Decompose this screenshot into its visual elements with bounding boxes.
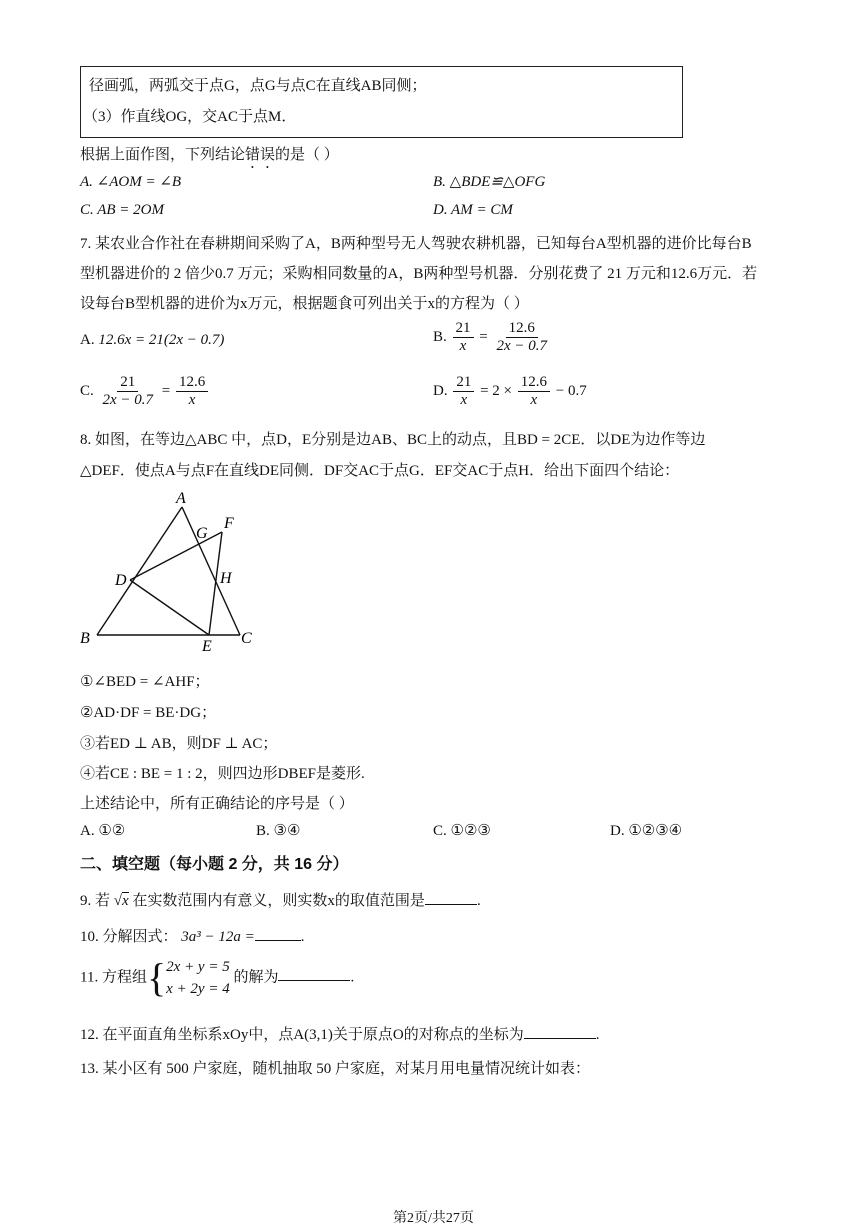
q8-conclusion-3: ③若ED ⊥ AB，则DF ⊥ AC； <box>80 736 278 752</box>
box-line-1: 径画弧，两弧交于点G，点G与点C在直线AB同侧； <box>89 78 427 94</box>
q7-option-c: C. $\frac{21}{2x - 0.7}$ = $\frac{12.6}{x}$ <box>80 374 210 410</box>
answer-blank[interactable] <box>255 926 301 941</box>
q11: 11. 方程组{ 2x + y = 5 x + 2y = 4 的解为 . <box>80 955 355 1000</box>
q10: 10. 分解因式： 3a³ − 12a = . <box>80 925 305 946</box>
label-f: F <box>224 515 234 532</box>
sqrt-sign-icon: √ <box>113 893 122 909</box>
q7-option-d: D. $\frac{21}{x}$ = 2 × $\frac{12.6}{x}$ − 0.7 <box>433 374 587 409</box>
side-ab <box>97 507 182 635</box>
label-e: E <box>202 638 212 655</box>
brace-icon: { <box>146 955 167 1000</box>
q6-option-a: A. ∠AOM = ∠B <box>80 174 182 190</box>
q6-option-d: D. AM = CM <box>433 202 513 218</box>
q8-conclusion-2: ②AD·DF = BE·DG； <box>80 705 217 721</box>
q8-option-a: A. ①② <box>80 823 126 839</box>
q12: 12. 在平面直角坐标系xOy中，点A(3,1)关于原点O的对称点的坐标为 . <box>80 1023 600 1044</box>
q9: 9. 若 √x 在实数范围内有意义，则实数x的取值范围是 . <box>80 889 481 910</box>
q8-ask: 上述结论中，所有正确结论的序号是（ ） <box>80 796 354 812</box>
page-footer: 第2页/共27页 <box>393 1211 474 1226</box>
q8-line-1: 8. 如图，在等边△ABC 中，点D，E分别是边AB、BC上的动点，且BD = 2CE．以DE为边作等边 <box>80 432 706 448</box>
segment-de <box>130 580 209 635</box>
label-a: A <box>176 490 186 507</box>
segment-df <box>130 532 222 580</box>
label-g: G <box>196 525 208 542</box>
q8-conclusion-1: ①∠BED = ∠AHF； <box>80 674 210 690</box>
box-line-2: （3）作直线OG，交AC于点M． <box>83 109 297 125</box>
answer-blank[interactable] <box>524 1024 596 1039</box>
label-d: D <box>115 572 127 589</box>
q7-line-2: 型机器进价的 2 倍少0.7 万元；采购相同数量的A，B两种型号机器．分别花费了 21 万元和12.6万元．若 <box>80 266 758 282</box>
q6-option-c: C. AB = 2OM <box>80 202 165 218</box>
q7-option-a: A. 12.6x = 21(2x − 0.7) <box>80 332 225 348</box>
label-b: B <box>80 630 90 647</box>
q8-option-b: B. ③④ <box>256 823 301 839</box>
answer-blank[interactable] <box>425 890 477 905</box>
q6-option-b: B. △BDE≌△OFG <box>433 174 546 190</box>
emphasis-word: 错误 <box>245 147 276 163</box>
q8-option-d: D. ①②③④ <box>610 823 683 839</box>
q6-stem: 根据上面作图，下列结论错误的是（ ） <box>80 147 339 163</box>
q8-option-c: C. ①②③ <box>433 823 491 839</box>
q7-option-b: B. $\frac{21}{x}$ = $\frac{12.6}{2x - 0.7}$ <box>433 320 548 355</box>
label-c: C <box>241 630 252 647</box>
answer-blank[interactable] <box>278 966 350 981</box>
q7-line-3: 设每台B型机器的进价为x万元，根据题食可列出关于x的方程为（ ） <box>80 296 529 312</box>
triangle-figure <box>75 485 265 655</box>
construction-steps-box <box>80 66 683 138</box>
q8-line-2: △DEF．使点A与点F在直线DE同侧．DF交AC于点G．EF交AC于点H．给出下面四个结论： <box>80 463 680 479</box>
label-h: H <box>220 570 232 587</box>
section-heading: 二、填空题（每小题 2 分，共 16 分） <box>80 856 349 873</box>
q7-line-1: 7. 某农业合作社在春耕期间采购了A，B两种型号无人驾驶农耕机器，已知每台A型机器的进价比每台B <box>80 236 752 252</box>
q8-conclusion-4: ④若CE : BE = 1 : 2，则四边形DBEF是菱形. <box>80 766 365 782</box>
q13: 13. 某小区有 500 户家庭，随机抽取 50 户家庭，对某月用电量情况统计如表： <box>80 1061 591 1077</box>
